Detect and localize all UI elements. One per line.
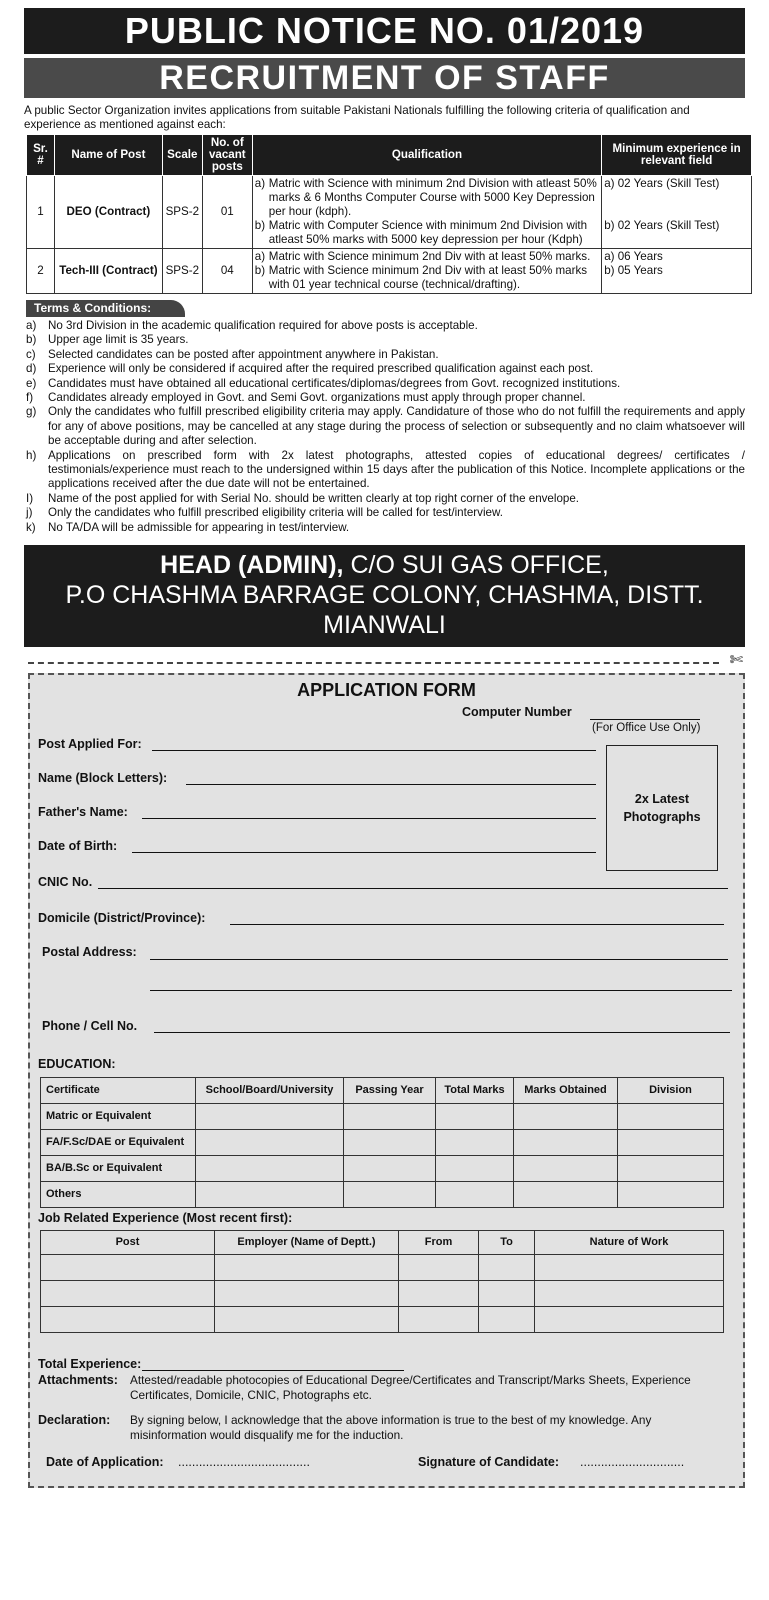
qualification-item: b) Matric with Science minimum 2nd Div with at least 50% marks with 01 year technical course (technical/drafting). [254, 264, 588, 291]
job-cell[interactable] [399, 1281, 479, 1307]
list-item: f) Candidates already employed in Govt. and Semi Govt. organizations must apply through proper channel. [26, 391, 586, 405]
signature-label: Signature of Candidate: [418, 1455, 559, 1470]
edu-cell[interactable] [344, 1156, 436, 1182]
date-of-application-field[interactable]: ...................................... [178, 1455, 310, 1470]
education-header-row [41, 1078, 724, 1104]
job-experience-heading: Job Related Experience (Most recent first): [38, 1211, 293, 1226]
row-qualification [252, 249, 601, 294]
terms-list [26, 319, 745, 535]
edu-cell[interactable] [618, 1104, 724, 1130]
row-sr: 1 [27, 176, 55, 249]
edu-cell[interactable] [514, 1130, 618, 1156]
col-vacant-posts: No. of vacant posts [202, 135, 252, 176]
col-min-experience: Minimum experience in relevant field [602, 135, 752, 176]
phone-label: Phone / Cell No. [42, 1019, 138, 1034]
postal-address-label: Postal Address: [42, 945, 137, 960]
row-sr: 2 [27, 249, 55, 294]
job-col-from: From [399, 1231, 479, 1255]
edu-cell[interactable] [196, 1182, 344, 1208]
total-experience-label: Total Experience: [38, 1357, 142, 1372]
post-applied-field[interactable] [152, 750, 596, 751]
qualification-item: b) Matric with Computer Science with minimum 2nd Division with atleast 50% marks with 5000 key depression per hour (Kdph) [254, 219, 588, 246]
scissors-icon: ✄ [729, 652, 743, 670]
domicile-label: Domicile (District/Province): [38, 911, 206, 926]
signature-field[interactable]: .............................. [580, 1455, 685, 1470]
row-post-name: DEO (Contract) [54, 176, 162, 249]
job-col-to: To [479, 1231, 535, 1255]
job-cell[interactable] [535, 1255, 724, 1281]
list-item: a) No 3rd Division in the academic qualification required for above posts is acceptable. [26, 319, 478, 332]
cnic-label: CNIC No. [38, 875, 93, 890]
experience-item: a) 02 Years (Skill Test) [604, 177, 720, 190]
declaration-text: By signing below, I acknowledge that the above information is true to the best of my knowledge. Any misinformation would disqualify me for the induction. [130, 1413, 652, 1443]
qualification-item: a) Matric with Science with minimum 2nd Division with atleast 50% marks & 6 Months Computer Course with 5000 Key Depression per hour (kdph). [254, 177, 597, 218]
row-vacant: 01 [202, 176, 252, 249]
edu-col-certificate: Certificate [41, 1078, 196, 1104]
col-sr: Sr. # [27, 135, 55, 176]
date-of-application-label: Date of Application: [46, 1455, 164, 1470]
job-col-employer: Employer (Name of Deptt.) [215, 1231, 399, 1255]
name-field[interactable] [186, 784, 596, 785]
declaration-label: Declaration: [38, 1413, 111, 1428]
computer-number-label: Computer Number [462, 705, 572, 720]
table-row [41, 1104, 724, 1130]
list-item: e) Candidates must have obtained all educational certificates/diplomas/degrees from Govt. recognized institutions. [26, 376, 621, 390]
edu-cell[interactable] [436, 1182, 514, 1208]
edu-cell[interactable] [196, 1130, 344, 1156]
domicile-field[interactable] [230, 924, 724, 925]
dob-field[interactable] [132, 852, 596, 853]
table-row [41, 1182, 724, 1208]
row-scale: SPS-2 [162, 249, 202, 294]
experience-item: a) 06 Years [604, 250, 663, 263]
dob-label: Date of Birth: [38, 839, 118, 854]
posts-table-header [27, 135, 752, 176]
job-header-row [41, 1231, 724, 1255]
edu-col-total-marks: Total Marks [436, 1078, 514, 1104]
attachments-label: Attachments: [38, 1373, 118, 1388]
edu-col-division: Division [618, 1078, 724, 1104]
edu-cell[interactable] [618, 1156, 724, 1182]
row-post-name: Tech-III (Contract) [54, 249, 162, 294]
photo-label: 2x Latest Photographs [623, 792, 701, 825]
edu-row-label: Others [41, 1182, 196, 1208]
job-cell[interactable] [535, 1307, 724, 1333]
education-heading: EDUCATION: [38, 1057, 116, 1072]
education-table [40, 1077, 724, 1208]
list-item: k) No TA/DA will be admissible for appearing in test/interview. [26, 520, 350, 534]
name-label: Name (Block Letters): [38, 771, 168, 786]
table-row [27, 176, 752, 249]
list-item: c) Selected candidates can be posted after appointment anywhere in Pakistan. [26, 347, 439, 361]
post-applied-label: Post Applied For: [38, 737, 142, 752]
address-line-1: HEAD (ADMIN), C/O SUI GAS OFFICE, [160, 551, 609, 580]
list-item: d) Experience will only be considered if acquired after the required prescribed qualification against each post. [26, 362, 594, 376]
col-qualification: Qualification [252, 135, 601, 176]
edu-cell[interactable] [514, 1182, 618, 1208]
postal-address-field-2[interactable] [150, 990, 732, 991]
terms-heading: Terms & Conditions: [26, 300, 185, 317]
job-cell[interactable] [215, 1255, 399, 1281]
job-cell[interactable] [215, 1307, 399, 1333]
edu-cell[interactable] [514, 1104, 618, 1130]
dashed-cut-line [28, 662, 719, 664]
table-row [41, 1281, 724, 1307]
job-cell[interactable] [399, 1307, 479, 1333]
table-row [27, 249, 752, 294]
job-cell[interactable] [479, 1281, 535, 1307]
edu-col-passing-year: Passing Year [344, 1078, 436, 1104]
row-vacant: 04 [202, 249, 252, 294]
row-experience [602, 176, 752, 249]
job-cell[interactable] [399, 1255, 479, 1281]
edu-col-school: School/Board/University [196, 1078, 344, 1104]
list-item: b) Upper age limit is 35 years. [26, 333, 189, 347]
edu-cell[interactable] [436, 1130, 514, 1156]
father-name-field[interactable] [142, 818, 596, 819]
list-item: g) Only the candidates who fulfill prescribed eligibility criteria may apply. Candidature of those who do not fulfill the requirements and apply for any of above positions, may be cancelled at any stage during the process of selection or subsequently and no claim whatsoever will be acceptable during and after selection. [26, 405, 745, 448]
row-qualification [252, 176, 601, 249]
postal-address-field-1[interactable] [150, 959, 728, 960]
table-row [41, 1307, 724, 1333]
edu-row-label: FA/F.Sc/DAE or Equivalent [41, 1130, 196, 1156]
edu-row-label: Matric or Equivalent [41, 1104, 196, 1130]
address-banner [24, 545, 745, 647]
photo-box [606, 745, 718, 871]
experience-item: b) 02 Years (Skill Test) [604, 219, 720, 232]
notice-title: PUBLIC NOTICE NO. 01/2019 [24, 8, 745, 54]
table-row [41, 1255, 724, 1281]
application-form [28, 673, 745, 1488]
form-title: APPLICATION FORM [297, 680, 476, 701]
qualification-item: a) Matric with Science minimum 2nd Div with at least 50% marks. [254, 250, 591, 263]
job-cell[interactable] [41, 1255, 215, 1281]
edu-col-marks-obtained: Marks Obtained [514, 1078, 618, 1104]
posts-table [26, 134, 752, 294]
edu-cell[interactable] [196, 1104, 344, 1130]
job-cell[interactable] [479, 1255, 535, 1281]
job-cell[interactable] [41, 1307, 215, 1333]
job-cell[interactable] [215, 1281, 399, 1307]
row-experience [602, 249, 752, 294]
office-use-note: (For Office Use Only) [592, 722, 701, 735]
table-row [41, 1156, 724, 1182]
job-cell[interactable] [479, 1307, 535, 1333]
list-item: j) Only the candidates who fulfill prescribed eligibility criteria will be called for test/interview. [26, 506, 503, 520]
computer-number-field[interactable] [590, 719, 700, 720]
phone-field[interactable] [154, 1032, 730, 1033]
edu-cell[interactable] [618, 1130, 724, 1156]
edu-cell[interactable] [436, 1104, 514, 1130]
cut-line [20, 653, 749, 671]
table-row [41, 1130, 724, 1156]
edu-cell[interactable] [436, 1156, 514, 1182]
address-line-2: P.O CHASHMA BARRAGE COLONY, CHASHMA, DISTT. MIANWALI [65, 581, 704, 640]
job-col-nature: Nature of Work [535, 1231, 724, 1255]
edu-cell[interactable] [344, 1130, 436, 1156]
edu-cell[interactable] [618, 1182, 724, 1208]
row-scale: SPS-2 [162, 176, 202, 249]
recruitment-subtitle: RECRUITMENT OF STAFF [24, 58, 745, 98]
attachments-text: Attested/readable photocopies of Educational Degree/Certificates and Transcript/Marks Sheets, Experience Certificates, Domicile, CNIC, Photographs etc. [130, 1373, 691, 1403]
father-name-label: Father's Name: [38, 805, 128, 820]
job-col-post: Post [41, 1231, 215, 1255]
list-item: I) Name of the post applied for with Serial No. should be written clearly at top right corner of the envelope. [26, 491, 580, 505]
intro-text: A public Sector Organization invites applications from suitable Pakistani Nationals fulfilling the following criteria of qualification and experience as mentioned against each: [24, 104, 690, 131]
col-scale: Scale [162, 135, 202, 176]
edu-cell[interactable] [344, 1182, 436, 1208]
job-cell[interactable] [41, 1281, 215, 1307]
total-experience-field[interactable] [142, 1370, 404, 1371]
edu-row-label: BA/B.Sc or Equivalent [41, 1156, 196, 1182]
col-name-of-post: Name of Post [54, 135, 162, 176]
edu-cell[interactable] [344, 1104, 436, 1130]
edu-cell[interactable] [514, 1156, 618, 1182]
experience-item: b) 05 Years [604, 264, 663, 277]
cnic-field[interactable] [98, 888, 728, 889]
list-item: h) Applications on prescribed form with 2x latest photographs, attested copies of educational degrees/ certificates / testimonials/experience must reach to the undersigned within 15 days after the publication of this Notice. Incomplete applications or the applications received after the due date will not be entertained. [26, 448, 745, 491]
job-experience-table [40, 1230, 724, 1333]
job-cell[interactable] [535, 1281, 724, 1307]
edu-cell[interactable] [196, 1156, 344, 1182]
